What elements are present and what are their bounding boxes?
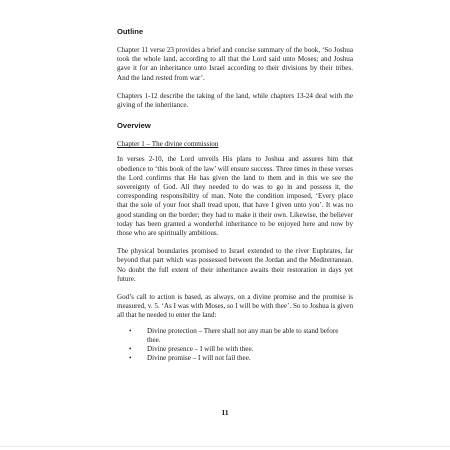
outline-heading: Outline [117, 27, 144, 36]
chapter-subheading: Chapter 1 – The divine commission [117, 140, 219, 149]
list-item [117, 354, 353, 363]
promise-list [117, 327, 353, 364]
overview-paragraph-1: In verses 2-10, the Lord unveils His plans to Joshua and assures him that obedience to ‘this book of the law’ will ensure success. Three times in these verses the Lord confirms that He has given the land to them and in this we see the sovereignty of God. All they needed to do was to go in and possess it, the corresponding responsibility of man. Note the condition imposed, ‘Every place that the sole of your foot shall tread upon, that have I given unto you’. It was no good standing on the border; they had to make it their own. Likewise, the believer today has been granted a wonderful inheritance to be enjoyed here and now by those who are spiritually ambitious. [117, 155, 353, 238]
page-bottom-edge [0, 446, 450, 447]
bullet-icon: • [129, 345, 132, 354]
list-item-text: Divine promise – I will not fail thee. [147, 354, 251, 363]
overview-paragraph-3: God’s call to action is based, as always, on a divine promise and the promise is measured, v. 5. ‘As I was with Moses, so I will be with thee’. So to Joshua is given all that he needed to enter the land: [117, 293, 353, 320]
list-item-text: Divine presence – I will be with thee. [147, 345, 254, 354]
page-content [117, 27, 353, 363]
overview-paragraph-2: The physical boundaries promised to Israel extended to the river Euphrates, far beyond that part which was possessed between the Jordan and the Mediterranean. No doubt the full extent of their inheritance awaits their restoration in days yet future. [117, 247, 353, 283]
outline-paragraph-2: Chapters 1-12 describe the taking of the land, while chapters 13-24 deal with the giving of the inheritance. [117, 91, 353, 110]
page-number: 11 [221, 408, 229, 417]
list-item [117, 345, 353, 354]
bullet-icon: • [129, 326, 132, 335]
outline-paragraph-1: Chapter 11 verse 23 provides a brief and concise summary of the book, ‘So Joshua took the whole land, according to all that the Lord said unto Moses; and Joshua gave it for an inheritance unto Israel according to their divisions by their tribes. And the land rested from war’. [117, 46, 353, 82]
bullet-icon: • [129, 354, 132, 363]
overview-heading: Overview [117, 121, 151, 131]
list-item-text: Divine protection – There shall not any man be able to stand before thee. [147, 326, 339, 344]
list-item [117, 327, 353, 345]
